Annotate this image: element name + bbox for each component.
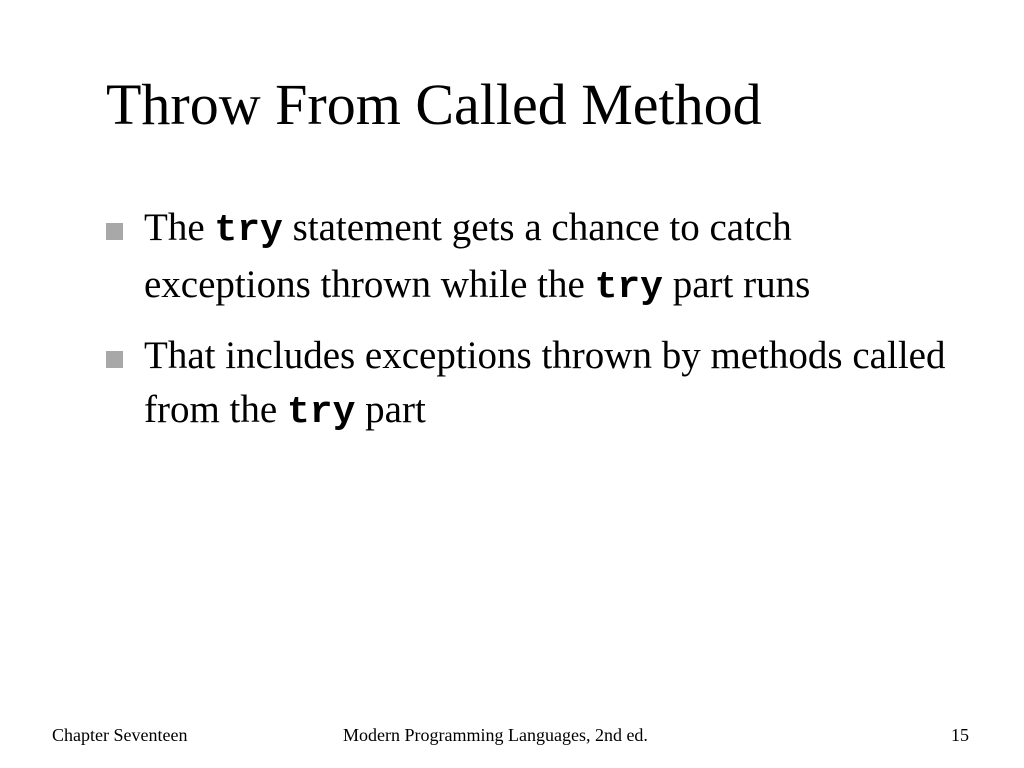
bullet-text-segment: part bbox=[355, 388, 426, 431]
code-keyword: try bbox=[594, 266, 663, 309]
footer-book-title: Modern Programming Languages, 2nd ed. bbox=[343, 725, 648, 745]
bullet-item bbox=[105, 329, 965, 440]
bullet-item bbox=[105, 201, 965, 315]
bullet-list bbox=[105, 201, 965, 454]
bullet-text-segment: part runs bbox=[662, 263, 811, 306]
bullet-text-segment: The bbox=[144, 206, 215, 249]
slide-title: Throw From Called Method bbox=[106, 72, 762, 137]
square-bullet-icon bbox=[106, 223, 123, 240]
bullet-text-segment: statement gets a chance to catch exceptions thrown while the bbox=[144, 206, 792, 306]
bullet-text-segment: That includes exceptions thrown by methods called from the bbox=[144, 334, 946, 431]
footer-page-number: 15 bbox=[951, 725, 969, 745]
code-keyword: try bbox=[286, 391, 356, 434]
square-bullet-icon bbox=[106, 351, 123, 368]
footer-chapter: Chapter Seventeen bbox=[52, 725, 188, 745]
code-keyword: try bbox=[214, 209, 283, 252]
